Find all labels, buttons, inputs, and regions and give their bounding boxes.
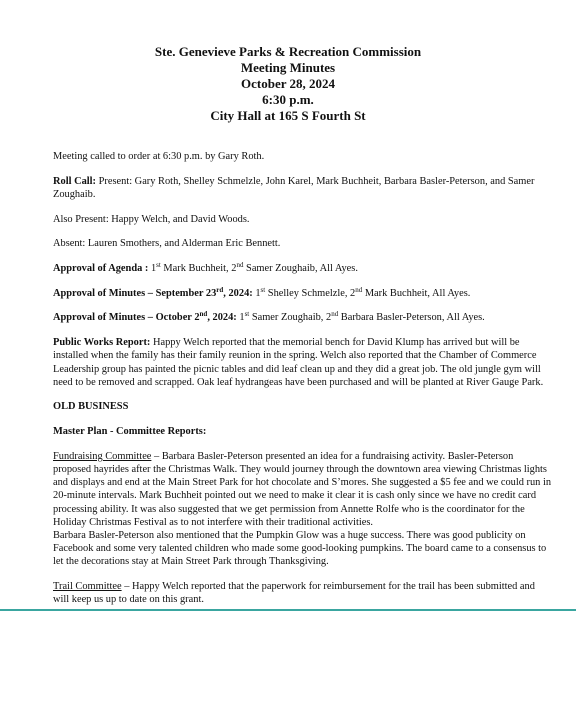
min-sep-text-2: Shelley Schmelzle, 2 xyxy=(265,287,356,299)
min-sep-text-3: Mark Buchheit, All Ayes. xyxy=(362,287,471,299)
roll-call-label: Roll Call: xyxy=(53,175,97,187)
agenda-text-2: Mark Buchheit, 2 xyxy=(160,263,237,275)
roll-call xyxy=(53,175,553,201)
scan-divider-line xyxy=(0,609,576,611)
fundraising-committee-text: – Barbara Basler-Peterson presented an idea for a fundraising activity. Basler-Peterson proposed hayrides after the Christmas Walk. They would journey through the downtown area viewing Christmas lights and displays and end at the Main Street Park for hot chocolate and S’mores. She suggested a $5 fee and we could run in 20-minute intervals. Mark Buchheit pointed out we need to make it clear it is cash only since we have no credit card processing ability. It was also suggested that we get permission from Annette Rolfe who is the coordinator for the Holiday Christmas Festival as to not interfere with their traditional activities. xyxy=(53,450,552,528)
public-works-text: Happy Welch reported that the memorial bench for David Klump has arrived but will be installed when the family has their family reunion in the spring. Welch also reported that the Chamber of Commerce Leadership group has painted the picnic tables and did leaf clean up and they did a great job. The old jungle gym will need to be removed and scrapped. Oak leaf hydrangeas have been purchased and will be planted at River Gauge Park. xyxy=(53,337,544,388)
header-date: October 28, 2024 xyxy=(241,76,335,91)
min-sep-label-sup: rd xyxy=(216,285,224,294)
agenda-sup-1: st xyxy=(156,261,161,270)
fundraising-committee xyxy=(53,450,553,529)
min-sep-sup-2: nd xyxy=(355,285,363,294)
header-time: 6:30 p.m. xyxy=(262,92,314,107)
minutes-body xyxy=(53,150,553,618)
fundraising-committee-label: Fundraising Committee xyxy=(53,450,152,462)
approval-agenda-label: Approval of Agenda : xyxy=(53,263,149,275)
min-oct-label-a: Approval of Minutes – October 2 xyxy=(53,312,200,324)
old-business-heading: OLD BUSINESS xyxy=(53,401,129,413)
roll-call-text: Present: Gary Roth, Shelley Schmelzle, John Karel, Mark Buchheit, Barbara Basler-Peterson, and Samer Zoughaib. xyxy=(53,175,535,200)
min-sep-label-b: , 2024: xyxy=(223,287,253,299)
also-present: Also Present: Happy Welch, and David Woods. xyxy=(53,213,250,225)
min-oct-text-3: Barbara Basler-Peterson, All Ayes. xyxy=(338,312,485,324)
document-header xyxy=(0,44,576,124)
min-sep-label-a: Approval of Minutes – September 23 xyxy=(53,287,217,299)
agenda-text-3: Samer Zoughaib, All Ayes. xyxy=(243,263,358,275)
min-sep-sup-1: st xyxy=(260,285,266,294)
approval-agenda xyxy=(53,262,553,275)
min-oct-sup-2: nd xyxy=(331,310,339,319)
min-oct-label-sup: nd xyxy=(199,310,208,319)
trail-committee xyxy=(53,580,553,606)
header-meeting-minutes: Meeting Minutes xyxy=(240,60,336,75)
master-plan-heading: Master Plan - Committee Reports: xyxy=(53,426,207,438)
min-oct-label-b: , 2024: xyxy=(207,312,237,324)
header-location: City Hall at 165 S Fourth St xyxy=(210,108,366,123)
trail-committee-label: Trail Committee xyxy=(53,581,122,593)
approval-minutes-september xyxy=(53,287,553,300)
called-to-order: Meeting called to order at 6:30 p.m. by Gary Roth. xyxy=(53,151,265,162)
min-oct-text-1: 1 xyxy=(236,312,245,324)
agenda-text-1: 1 xyxy=(148,263,157,275)
agenda-sup-2: nd xyxy=(236,261,244,270)
fundraising-pumpkin-glow: Barbara Basler-Peterson also mentioned that the Pumpkin Glow was a huge success. There was good publicity on Facebook and some very talented children who made some good-looking pumpkins. The board came to a consensus to let the decorations stay at Main Street Park through Thanksgiving. xyxy=(53,530,547,568)
min-oct-text-2: Samer Zoughaib, 2 xyxy=(249,312,332,324)
approval-minutes-october xyxy=(53,311,553,324)
trail-committee-text: – Happy Welch reported that the paperwork for reimbursement for the trail has been submitted and will keep us up to date on this grant. xyxy=(53,581,535,606)
absent: Absent: Lauren Smothers, and Alderman Eric Bennett. xyxy=(53,238,281,250)
min-oct-label xyxy=(53,312,237,323)
min-sep-label xyxy=(53,285,253,299)
public-works-label: Public Works Report: xyxy=(53,337,151,349)
min-oct-sup-1: st xyxy=(244,310,250,319)
min-sep-text-1: 1 xyxy=(252,287,261,299)
public-works-report xyxy=(53,336,553,389)
header-commission-name: Ste. Genevieve Parks & Recreation Commission xyxy=(154,44,422,59)
